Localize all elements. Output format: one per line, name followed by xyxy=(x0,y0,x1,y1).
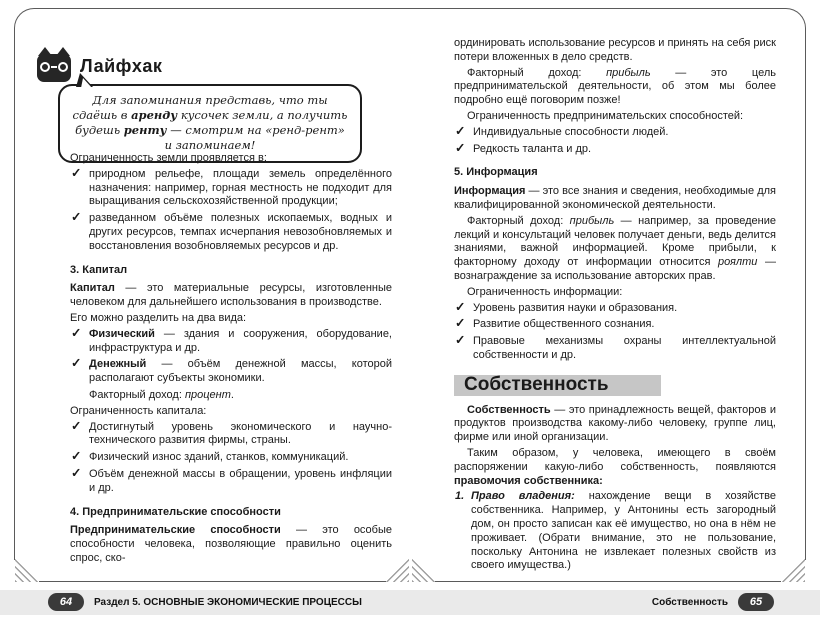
checklist-text: природном рельефе, площади земель определённого назначения: например, горная местность не подходит для выращивания сельскохозяйственной продукции; xyxy=(89,167,392,208)
checklist-text: Достигнутый уровень экономического и научно-технического развития фирмы, страны. xyxy=(89,420,392,447)
paragraph: Ограниченность земли проявляется в: xyxy=(70,152,267,164)
right-page-column xyxy=(454,36,776,573)
checklist-item xyxy=(70,325,392,356)
checklist-item xyxy=(70,418,392,449)
checkmark-icon: ✓ xyxy=(455,333,466,348)
footer-section-label-left: Раздел 5. ОСНОВНЫЕ ЭКОНОМИЧЕСКИЕ ПРОЦЕССЫ xyxy=(94,597,362,608)
page-number-badge-right: 65 xyxy=(738,593,774,611)
paragraph: Его можно разделить на два вида: xyxy=(70,311,247,324)
checkmark-icon: ✓ xyxy=(71,210,82,225)
paragraph: Информация — это все знания и сведения, необходимые для квалифицированной экономической деятельности. xyxy=(454,185,776,211)
checkmark-icon: ✓ xyxy=(71,449,82,464)
checklist-text: Уровень развития науки и образования. xyxy=(473,301,678,314)
cat-badge-icon xyxy=(37,54,71,82)
paragraph: Таким образом, у человека, имеющего в своём распоряжении какую-либо собственность, появляются правомочия собственника: xyxy=(454,446,776,487)
paragraph: Ограниченность капитала: xyxy=(70,404,207,417)
checkmark-icon: ✓ xyxy=(71,356,82,371)
checkmark-icon: ✓ xyxy=(71,465,82,480)
lifehack-title: Лайфхак xyxy=(80,56,163,76)
checkmark-icon: ✓ xyxy=(71,325,82,340)
paragraph: Предпринимательские способности — это особые способности человека, позволяющие правильно оценить спрос, ско- xyxy=(70,524,392,564)
paragraph: Ограниченность предпринимательских способностей: xyxy=(467,109,744,122)
list-item-text: Право владения: нахождение вещи в хозяйстве собственника. Например, у Антонины есть загородный дом, он просто записан как её имущество, но она в нём не проживает. (Обрати внимание, это не пользование, поскольку Антонина не извлекает полезных свойств из своего имущества.) xyxy=(471,490,776,572)
checklist-item xyxy=(454,299,776,316)
glasses-icon xyxy=(58,62,68,72)
checklist-item xyxy=(454,123,776,140)
paragraph: Капитал — это материальные ресурсы, изготовленные человеком для дальнейшего использования в производстве. xyxy=(70,282,392,309)
checklist-text: Развитие общественного сознания. xyxy=(473,318,655,331)
checkmark-icon: ✓ xyxy=(71,418,82,433)
paragraph: Факторный доход: прибыль — это цель предпринимательской деятельности, об этом мы более подробно ещё поговорим позже! xyxy=(454,66,776,107)
checklist-text: разведанном объёме полезных ископаемых, водных и других ресурсов, темпах исчерпания невозобновляемых и восстановления возобновляемых ресурсов и др. xyxy=(89,212,392,252)
checklist-item xyxy=(454,318,776,332)
checklist-item xyxy=(70,358,392,386)
checklist-text: Денежный — объём денежной массы, которой располагают субъекты экономики. xyxy=(89,358,392,385)
checkmark-icon: ✓ xyxy=(455,299,466,314)
cat-ear-icon xyxy=(56,47,70,56)
chapter-title-property: Собственность xyxy=(454,375,661,396)
paragraph: Факторный доход: прибыль — например, за проведение лекций и консультаций человек получает деньги, ведь делится знаниями, важной информацией. Кроме прибыли, к факторному доходу от информации относится роялти — вознаграждение за использование авторских прав. xyxy=(454,214,776,282)
cat-ear-icon xyxy=(38,47,52,56)
checkmark-icon: ✓ xyxy=(455,140,466,155)
checkmark-icon: ✓ xyxy=(71,165,82,180)
paragraph: ординировать использование ресурсов и принять на себя риск потери вложенных в дело средств. xyxy=(454,37,776,63)
checkmark-icon: ✓ xyxy=(455,316,466,331)
checklist-item xyxy=(70,451,392,465)
checklist-item xyxy=(70,212,392,253)
footer-section-label-right: Собственность xyxy=(651,597,728,608)
checklist-text: Редкость таланта и др. xyxy=(473,142,592,155)
checklist-item xyxy=(454,335,776,363)
section-heading-information: 5. Информация xyxy=(454,166,538,179)
left-page-column xyxy=(70,151,392,568)
checkmark-icon: ✓ xyxy=(455,123,466,138)
paragraph: Ограниченность информации: xyxy=(467,285,623,298)
checklist-text: Физический износ зданий, станков, коммуникаций. xyxy=(89,451,349,464)
section-heading-entrepreneur: 4. Предпринимательские способности xyxy=(70,505,281,518)
bubble-tail-icon xyxy=(81,78,92,88)
paragraph: Факторный доход: процент. xyxy=(89,388,234,401)
glasses-bridge-icon xyxy=(51,66,57,68)
paragraph: Собственность — это принадлежность вещей, факторов и продуктов производства какому-либо человеку, группе лиц, фирме или иной организации. xyxy=(454,403,776,444)
checklist-text: Физический — здания и сооружения, оборудование, инфраструктура и др. xyxy=(89,327,392,354)
section-heading-capital: 3. Капитал xyxy=(70,263,128,276)
lifehack-bubble-text: Для запоминания представь, что ты сдаёшь в аренду кусочек земли, а получить будешь ренту — смотрим на «ренд-рент» и запоминаем! xyxy=(72,93,348,152)
checklist-text: Индивидуальные способности людей. xyxy=(473,125,669,138)
glasses-icon xyxy=(40,62,50,72)
numbered-list-item xyxy=(454,490,776,573)
checklist-item xyxy=(70,465,392,496)
checklist-item xyxy=(70,165,392,209)
checklist-text: Правовые механизмы охраны интеллектуальной собственности и др. xyxy=(473,335,776,361)
list-number: 1. xyxy=(455,490,465,503)
checklist-text: Объём денежной массы в обращении, уровень инфляции и др. xyxy=(89,467,392,494)
checklist-item xyxy=(454,140,776,157)
page-number-badge-left: 64 xyxy=(48,593,84,611)
